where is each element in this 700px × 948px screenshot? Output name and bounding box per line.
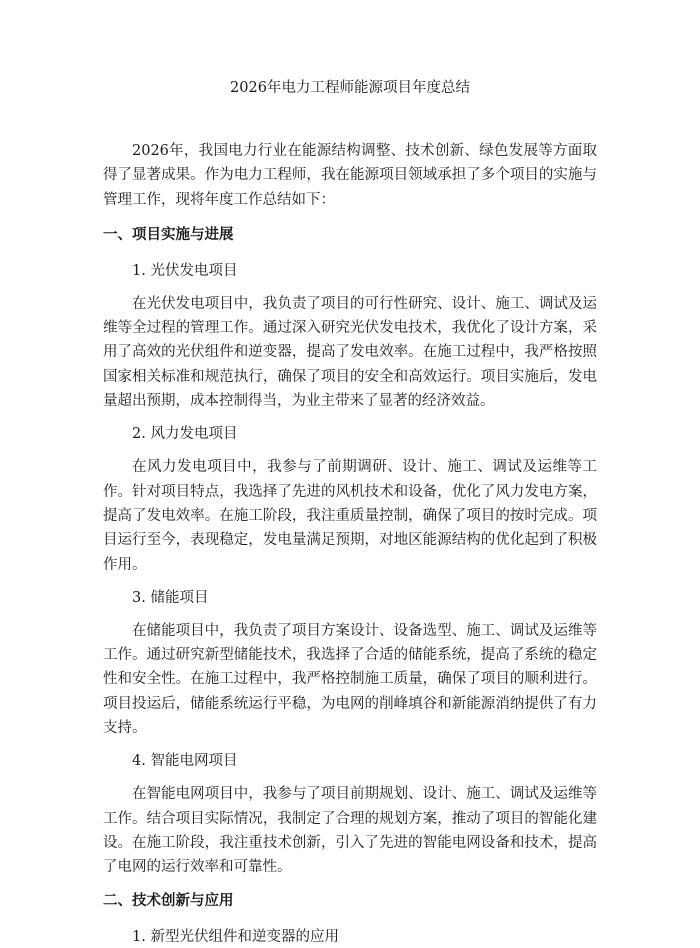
subheading-storage-project: 3. 储能项目 (132, 589, 209, 606)
document-title: 2026年电力工程师能源项目年度总结 (230, 80, 470, 96)
paragraph-smart-grid-project: 在智能电网项目中，我参与了项目前期规划、设计、施工、调试及运维等工作。结合项目实际情况，我制定了合理的规划方案，推动了项目的智能化建设。在施工阶段，我注重技术创新，引入了先进的智能电网设备和技术，提高了电网的运行效率和可靠性。 (103, 786, 597, 876)
section-tech-innovation (103, 890, 597, 948)
subheading-pv-project: 1. 光伏发电项目 (132, 262, 238, 279)
section-heading: 一、项目实施与进展 (103, 225, 234, 243)
section-project-implementation (103, 224, 597, 880)
subheading-new-pv-components: 1. 新型光伏组件和逆变器的应用 (132, 928, 339, 945)
subheading-wind-project: 2. 风力发电项目 (132, 426, 238, 443)
paragraph-wind-project: 在风力发电项目中，我参与了前期调研、设计、施工、调试及运维等工作。针对项目特点，我选择了先进的风机技术和设备，优化了风力发电方案，提高了发电效率。在施工阶段，我注重质量控制，确保了项目的按时完成。项目运行至今，表现稳定，发电量满足预期，对地区能源结构的优化起到了积极作用。 (103, 459, 597, 573)
paragraph-storage-project: 在储能项目中，我负责了项目方案设计、设备选型、施工、调试及运维等工作。通过研究新型储能技术，我选择了合适的储能系统，提高了系统的稳定性和安全性。在施工过程中，我严格控制施工质量，确保了项目的顺利进行。项目投运后，储能系统运行平稳，为电网的削峰填谷和新能源消纳提供了有力支持。 (103, 622, 597, 737)
intro-paragraph: 2026年，我国电力行业在能源结构调整、技术创新、绿色发展等方面取得了显著成果。作为电力工程师，我在能源项目领域承担了多个项目的实施与管理工作，现将年度工作总结如下： (103, 143, 597, 208)
subheading-smart-grid-project: 4. 智能电网项目 (132, 753, 238, 770)
section-heading: 二、技术创新与应用 (103, 891, 234, 909)
paragraph-pv-project: 在光伏发电项目中，我负责了项目的可行性研究、设计、施工、调试及运维等全过程的管理工作。通过深入研究光伏发电技术，我优化了设计方案，采用了高效的光伏组件和逆变器，提高了发电效率。在施工过程中，我严格按照国家相关标准和规范执行，确保了项目的安全和高效运行。项目实施后，发电量超出预期，成本控制得当，为业主带来了显著的经济效益。 (103, 295, 597, 410)
